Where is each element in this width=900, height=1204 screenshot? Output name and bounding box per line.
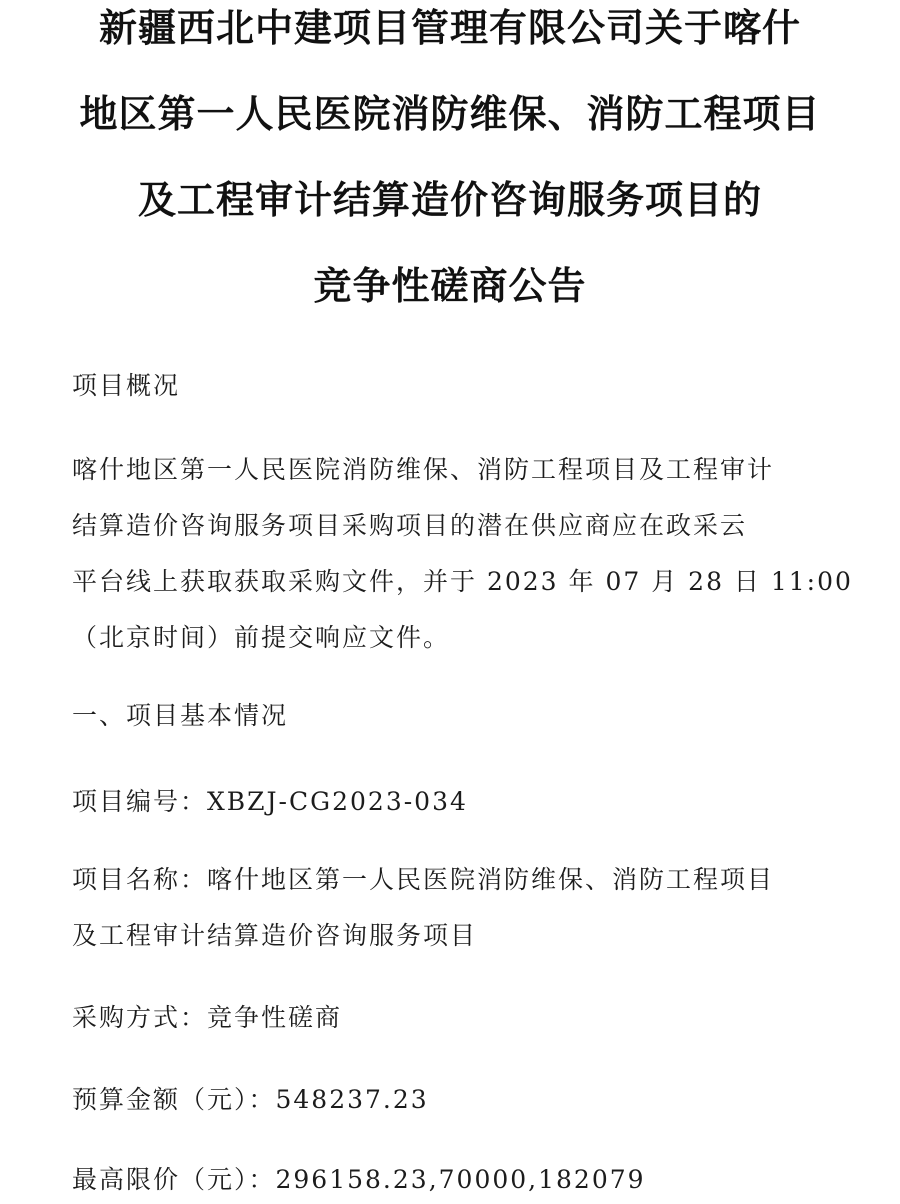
title-line-1: 新疆西北中建项目管理有限公司关于喀什: [98, 5, 801, 50]
title-line-3: 及工程审计结算造价咨询服务项目的: [137, 177, 762, 222]
procurement-method: 采购方式：竞争性磋商: [72, 1003, 343, 1032]
overview-line-3: 平台线上获取获取采购文件，并于 2023 年 07 月 28 日 11:00: [72, 567, 853, 596]
title-line-2: 地区第一人民医院消防维保、消防工程项目: [79, 91, 821, 136]
project-name-line-1: 项目名称：喀什地区第一人民医院消防维保、消防工程项目: [72, 865, 775, 894]
project-name-line-2: 及工程审计结算造价咨询服务项目: [72, 921, 478, 950]
overview-line-2: 结算造价咨询服务项目采购项目的潜在供应商应在政采云: [72, 511, 748, 540]
overview-line-1: 喀什地区第一人民医院消防维保、消防工程项目及工程审计: [72, 455, 775, 484]
max-price: 最高限价（元）：296158.23,70000,182079: [72, 1165, 646, 1194]
title-line-4: 竞争性磋商公告: [313, 263, 587, 308]
budget-amount: 预算金额（元）：548237.23: [72, 1085, 429, 1114]
section-1-heading: 一、项目基本情况: [72, 701, 289, 730]
overview-heading: 项目概况: [72, 371, 181, 400]
project-number: 项目编号：XBZJ-CG2023-034: [72, 787, 468, 816]
overview-line-4: （北京时间）前提交响应文件。: [72, 623, 451, 652]
